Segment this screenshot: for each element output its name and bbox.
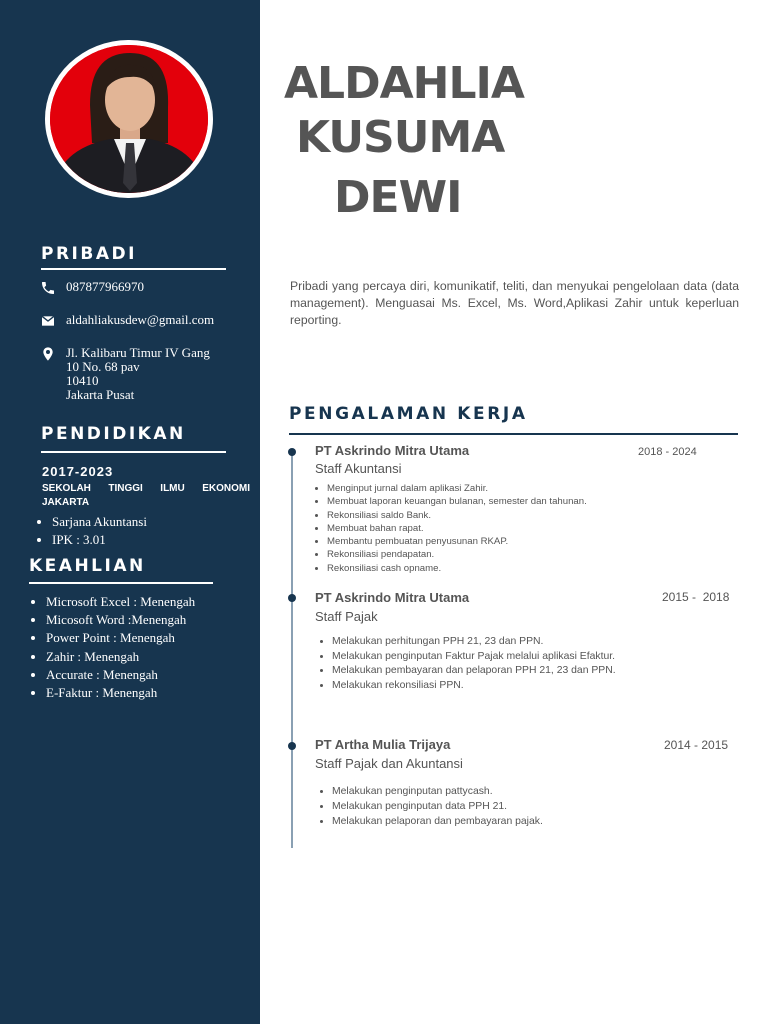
list-item: • Melakukan perhitungan PPH 21, 23 dan PPN.	[332, 635, 616, 650]
list-item: • Rekonsiliasi cash opname.	[327, 562, 587, 575]
list-item: • Melakukan rekonsiliasi PPN.	[332, 679, 616, 694]
job-tasks	[314, 635, 616, 693]
list-item: • Rekonsiliasi saldo Bank.	[327, 509, 587, 522]
list-item: • Melakukan penginputan data PPH 21.	[332, 799, 543, 814]
email-address: aldahliakusdew@gmail.com	[66, 312, 215, 327]
divider	[29, 582, 213, 584]
timeline-dot	[288, 594, 296, 602]
list-item: • Membuat bahan rapat.	[327, 522, 587, 535]
section-title-pendidikan: PENDIDIKAN	[41, 424, 186, 444]
profile-photo-frame	[45, 40, 213, 198]
address-line: 10410	[66, 373, 99, 388]
list-item: • Sarjana Akuntansi	[52, 513, 147, 531]
job-company: PT Askrindo Mitra Utama	[315, 443, 470, 458]
address-line: 10 No. 68 pav	[66, 359, 140, 374]
divider	[41, 451, 226, 453]
list-item: • Micosoft Word :Menengah	[46, 611, 195, 629]
job-role: Staff Akuntansi	[315, 461, 402, 476]
list-item: • Accurate : Menengah	[46, 666, 195, 684]
list-item: • IPK : 3.01	[52, 531, 147, 549]
timeline-dot	[288, 742, 296, 750]
job-role: Staff Pajak dan Akuntansi	[315, 756, 463, 771]
phone-icon	[40, 280, 56, 296]
education-school: SEKOLAH TINGGI ILMU EKONOMI JAKARTA	[42, 483, 250, 508]
list-item: • E-Faktur : Menengah	[46, 684, 195, 702]
address-line: Jakarta Pusat	[66, 387, 135, 402]
job-company: PT Askrindo Mitra Utama	[315, 590, 470, 605]
timeline-dot	[288, 448, 296, 456]
list-item: • Microsoft Excel : Menengah	[46, 593, 195, 611]
list-item: • Menginput jurnal dalam aplikasi Zahir.	[327, 482, 587, 495]
education-list	[34, 513, 147, 549]
contact-address	[40, 346, 210, 402]
job-tasks	[309, 482, 587, 575]
job-role: Staff Pajak	[315, 609, 378, 624]
name-last: DEWI	[334, 172, 462, 223]
job-years: 2018 - 2024	[638, 446, 697, 458]
contact-email	[40, 313, 214, 329]
section-title-pribadi: PRIBADI	[41, 244, 137, 264]
list-item: • Melakukan pelaporan dan pembayaran pajak.	[332, 814, 543, 829]
name-middle: KUSUMA	[296, 112, 505, 163]
address-line: Jl. Kalibaru Timur IV Gang	[66, 345, 210, 360]
address	[66, 346, 210, 402]
timeline-line	[291, 452, 293, 848]
profile-photo	[50, 45, 208, 193]
section-title-experience: PENGALAMAN KERJA	[289, 404, 528, 424]
list-item: • Melakukan penginputan Faktur Pajak melalui aplikasi Efaktur.	[332, 650, 616, 665]
envelope-icon	[40, 313, 56, 329]
list-item: • Zahir : Menengah	[46, 648, 195, 666]
sidebar	[0, 0, 260, 1024]
list-item: • Melakukan pembayaran dan pelaporan PPH 21, 23 dan PPN.	[332, 664, 616, 679]
list-item: • Membantu pembuatan penyusunan RKAP.	[327, 535, 587, 548]
job-company: PT Artha Mulia Trijaya	[315, 737, 451, 752]
job-years: 2015 - 2018	[662, 590, 730, 604]
job-years: 2014 - 2015	[664, 738, 729, 752]
list-item: • Power Point : Menengah	[46, 629, 195, 647]
education-years: 2017-2023	[42, 464, 114, 479]
divider	[289, 433, 738, 435]
name-first: ALDAHLIA	[284, 58, 524, 109]
contact-phone	[40, 280, 144, 296]
list-item: • Rekonsiliasi pendapatan.	[327, 548, 587, 561]
list-item: • Melakukan penginputan pattycash.	[332, 784, 543, 799]
skills-list	[28, 593, 195, 702]
phone-number: 087877966970	[66, 279, 144, 294]
profile-summary: Pribadi yang percaya diri, komunikatif, teliti, dan menyukai pengelolaan data (data management). Menguasai Ms. Excel, Ms. Word,Aplikasi Zahir untuk keperluan reporting.	[290, 279, 739, 327]
section-title-keahlian: KEAHLIAN	[29, 556, 146, 576]
list-item: • Membuat laporan keuangan bulanan, semester dan tahunan.	[327, 495, 587, 508]
job-tasks	[314, 784, 543, 829]
divider	[41, 268, 226, 270]
map-pin-icon	[40, 346, 56, 362]
